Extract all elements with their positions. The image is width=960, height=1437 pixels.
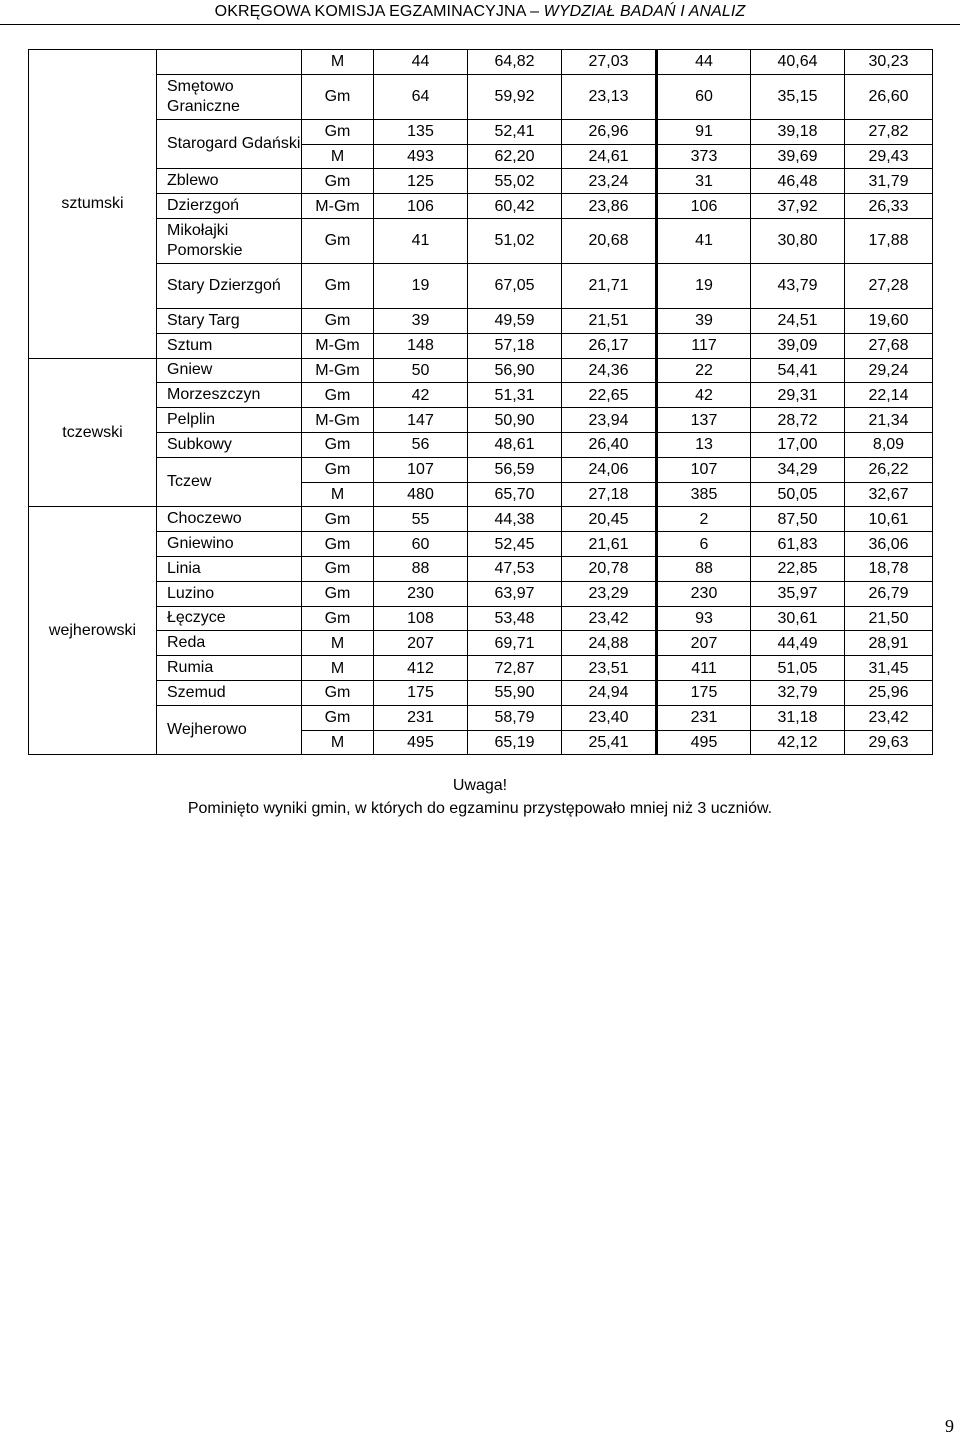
- value-cell: 23,86: [562, 194, 657, 219]
- value-cell: 480: [374, 482, 468, 507]
- value-cell: 230: [657, 581, 751, 606]
- value-cell: 24,51: [751, 308, 845, 333]
- gmina-cell: Szemud: [157, 680, 302, 705]
- table-row: [29, 656, 933, 681]
- value-cell: 35,97: [751, 581, 845, 606]
- type-cell: M: [302, 144, 374, 169]
- value-cell: 17,88: [845, 218, 933, 263]
- value-cell: 373: [657, 144, 751, 169]
- value-cell: 42: [374, 383, 468, 408]
- value-cell: 29,43: [845, 144, 933, 169]
- value-cell: 40,64: [751, 50, 845, 75]
- powiat-cell: wejherowski: [29, 507, 157, 755]
- value-cell: 56: [374, 432, 468, 457]
- value-cell: 29,63: [845, 730, 933, 755]
- type-cell: Gm: [302, 581, 374, 606]
- value-cell: 60: [374, 532, 468, 557]
- header-main: OKRĘGOWA KOMISJA EGZAMINACYJNA –: [214, 3, 544, 20]
- value-cell: 26,79: [845, 581, 933, 606]
- gmina-cell: Gniew: [157, 358, 302, 383]
- type-cell: M-Gm: [302, 333, 374, 358]
- value-cell: 57,18: [468, 333, 562, 358]
- type-cell: M: [302, 482, 374, 507]
- value-cell: 42: [657, 383, 751, 408]
- gmina-cell: Wejherowo: [157, 705, 302, 755]
- value-cell: 26,22: [845, 457, 933, 482]
- value-cell: 63,97: [468, 581, 562, 606]
- table-row: [29, 169, 933, 194]
- type-cell: Gm: [302, 457, 374, 482]
- value-cell: 385: [657, 482, 751, 507]
- value-cell: 65,19: [468, 730, 562, 755]
- value-cell: 147: [374, 408, 468, 433]
- value-cell: 58,79: [468, 705, 562, 730]
- value-cell: 43,79: [751, 263, 845, 308]
- value-cell: 39: [657, 308, 751, 333]
- value-cell: 27,03: [562, 50, 657, 75]
- value-cell: 20,78: [562, 556, 657, 581]
- table-row: [29, 358, 933, 383]
- value-cell: 26,40: [562, 432, 657, 457]
- value-cell: 135: [374, 119, 468, 144]
- gmina-cell: Rumia: [157, 656, 302, 681]
- gmina-cell: Łęczyce: [157, 606, 302, 631]
- value-cell: 54,41: [751, 358, 845, 383]
- table-row: [29, 383, 933, 408]
- value-cell: 30,80: [751, 218, 845, 263]
- type-cell: M: [302, 656, 374, 681]
- type-cell: M: [302, 50, 374, 75]
- value-cell: 10,61: [845, 507, 933, 532]
- value-cell: 39,69: [751, 144, 845, 169]
- value-cell: 28,91: [845, 631, 933, 656]
- type-cell: Gm: [302, 556, 374, 581]
- gmina-cell: Luzino: [157, 581, 302, 606]
- value-cell: 35,15: [751, 74, 845, 119]
- value-cell: 69,71: [468, 631, 562, 656]
- value-cell: 59,92: [468, 74, 562, 119]
- gmina-cell: Subkowy: [157, 432, 302, 457]
- value-cell: 21,61: [562, 532, 657, 557]
- value-cell: 230: [374, 581, 468, 606]
- table-row: [29, 308, 933, 333]
- value-cell: 87,50: [751, 507, 845, 532]
- header-rule: [0, 24, 960, 25]
- type-cell: Gm: [302, 308, 374, 333]
- value-cell: 41: [374, 218, 468, 263]
- value-cell: 22,65: [562, 383, 657, 408]
- value-cell: 13: [657, 432, 751, 457]
- page-header: [0, 2, 960, 22]
- table-row: [29, 631, 933, 656]
- table-row: [29, 50, 933, 75]
- value-cell: 41: [657, 218, 751, 263]
- gmina-cell: Reda: [157, 631, 302, 656]
- value-cell: 42,12: [751, 730, 845, 755]
- value-cell: 23,51: [562, 656, 657, 681]
- value-cell: 108: [374, 606, 468, 631]
- type-cell: Gm: [302, 606, 374, 631]
- type-cell: M: [302, 730, 374, 755]
- value-cell: 137: [657, 408, 751, 433]
- table-row: [29, 263, 933, 308]
- value-cell: 55,02: [468, 169, 562, 194]
- gmina-cell: Gniewino: [157, 532, 302, 557]
- value-cell: 207: [657, 631, 751, 656]
- value-cell: 412: [374, 656, 468, 681]
- table-row: [29, 432, 933, 457]
- value-cell: 91: [657, 119, 751, 144]
- value-cell: 24,61: [562, 144, 657, 169]
- value-cell: 106: [657, 194, 751, 219]
- value-cell: 88: [374, 556, 468, 581]
- value-cell: 51,05: [751, 656, 845, 681]
- value-cell: 23,42: [562, 606, 657, 631]
- type-cell: M-Gm: [302, 408, 374, 433]
- value-cell: 44: [657, 50, 751, 75]
- value-cell: 27,18: [562, 482, 657, 507]
- value-cell: 148: [374, 333, 468, 358]
- value-cell: 27,82: [845, 119, 933, 144]
- value-cell: 107: [657, 457, 751, 482]
- value-cell: 31,18: [751, 705, 845, 730]
- gmina-cell: Mikołajki Pomorskie: [157, 218, 302, 263]
- value-cell: 30,61: [751, 606, 845, 631]
- value-cell: 55: [374, 507, 468, 532]
- value-cell: 65,70: [468, 482, 562, 507]
- value-cell: 107: [374, 457, 468, 482]
- value-cell: 49,59: [468, 308, 562, 333]
- value-cell: 19,60: [845, 308, 933, 333]
- value-cell: 52,41: [468, 119, 562, 144]
- type-cell: Gm: [302, 680, 374, 705]
- value-cell: 32,79: [751, 680, 845, 705]
- value-cell: 22,14: [845, 383, 933, 408]
- value-cell: 53,48: [468, 606, 562, 631]
- value-cell: 29,31: [751, 383, 845, 408]
- value-cell: 23,40: [562, 705, 657, 730]
- powiat-cell: tczewski: [29, 358, 157, 507]
- gmina-cell: Choczewo: [157, 507, 302, 532]
- gmina-cell: Zblewo: [157, 169, 302, 194]
- value-cell: 21,50: [845, 606, 933, 631]
- gmina-cell: Sztum: [157, 333, 302, 358]
- value-cell: 26,60: [845, 74, 933, 119]
- value-cell: 67,05: [468, 263, 562, 308]
- value-cell: 23,29: [562, 581, 657, 606]
- type-cell: M-Gm: [302, 358, 374, 383]
- header-italic: WYDZIAŁ BADAŃ I ANALIZ: [543, 3, 746, 20]
- value-cell: 24,36: [562, 358, 657, 383]
- value-cell: 28,72: [751, 408, 845, 433]
- value-cell: 175: [657, 680, 751, 705]
- value-cell: 23,42: [845, 705, 933, 730]
- value-cell: 34,29: [751, 457, 845, 482]
- value-cell: 25,96: [845, 680, 933, 705]
- type-cell: Gm: [302, 507, 374, 532]
- value-cell: 23,24: [562, 169, 657, 194]
- value-cell: 64,82: [468, 50, 562, 75]
- results-table: [28, 49, 933, 755]
- gmina-cell: Dzierzgoń: [157, 194, 302, 219]
- value-cell: 27,68: [845, 333, 933, 358]
- value-cell: 39,09: [751, 333, 845, 358]
- table-row: [29, 194, 933, 219]
- value-cell: 24,94: [562, 680, 657, 705]
- value-cell: 25,41: [562, 730, 657, 755]
- powiat-cell: sztumski: [29, 50, 157, 359]
- value-cell: 20,68: [562, 218, 657, 263]
- value-cell: 61,83: [751, 532, 845, 557]
- type-cell: Gm: [302, 532, 374, 557]
- value-cell: 19: [657, 263, 751, 308]
- table-row: [29, 218, 933, 263]
- value-cell: 62,20: [468, 144, 562, 169]
- type-cell: Gm: [302, 383, 374, 408]
- value-cell: 31,45: [845, 656, 933, 681]
- value-cell: 2: [657, 507, 751, 532]
- value-cell: 26,33: [845, 194, 933, 219]
- value-cell: 93: [657, 606, 751, 631]
- value-cell: 6: [657, 532, 751, 557]
- value-cell: 88: [657, 556, 751, 581]
- value-cell: 21,34: [845, 408, 933, 433]
- note-body: Pominięto wyniki gmin, w których do egzaminu przystępowało mniej niż 3 uczniów.: [187, 800, 773, 817]
- value-cell: 36,06: [845, 532, 933, 557]
- value-cell: 125: [374, 169, 468, 194]
- value-cell: 31,79: [845, 169, 933, 194]
- value-cell: 52,45: [468, 532, 562, 557]
- results-table-body: [29, 50, 933, 755]
- table-row: [29, 556, 933, 581]
- value-cell: 26,96: [562, 119, 657, 144]
- note-title: Uwaga!: [452, 777, 508, 794]
- value-cell: 22,85: [751, 556, 845, 581]
- value-cell: 30,23: [845, 50, 933, 75]
- table-row: [29, 507, 933, 532]
- value-cell: 23,94: [562, 408, 657, 433]
- gmina-cell: Pelplin: [157, 408, 302, 433]
- type-cell: Gm: [302, 432, 374, 457]
- table-row: [29, 581, 933, 606]
- value-cell: 22: [657, 358, 751, 383]
- value-cell: 495: [374, 730, 468, 755]
- value-cell: 39,18: [751, 119, 845, 144]
- value-cell: 117: [657, 333, 751, 358]
- value-cell: 21,71: [562, 263, 657, 308]
- value-cell: 207: [374, 631, 468, 656]
- value-cell: 44,38: [468, 507, 562, 532]
- value-cell: 106: [374, 194, 468, 219]
- value-cell: 29,24: [845, 358, 933, 383]
- value-cell: 231: [657, 705, 751, 730]
- value-cell: 48,61: [468, 432, 562, 457]
- value-cell: 44,49: [751, 631, 845, 656]
- value-cell: 495: [657, 730, 751, 755]
- type-cell: Gm: [302, 74, 374, 119]
- value-cell: 175: [374, 680, 468, 705]
- value-cell: 51,31: [468, 383, 562, 408]
- table-row: [29, 606, 933, 631]
- value-cell: 64: [374, 74, 468, 119]
- value-cell: 19: [374, 263, 468, 308]
- value-cell: 24,88: [562, 631, 657, 656]
- value-cell: 24,06: [562, 457, 657, 482]
- gmina-cell: [157, 50, 302, 75]
- value-cell: 31: [657, 169, 751, 194]
- value-cell: 60: [657, 74, 751, 119]
- gmina-cell: Smętowo Graniczne: [157, 74, 302, 119]
- type-cell: Gm: [302, 169, 374, 194]
- type-cell: Gm: [302, 218, 374, 263]
- table-row: [29, 333, 933, 358]
- value-cell: 50,05: [751, 482, 845, 507]
- value-cell: 72,87: [468, 656, 562, 681]
- value-cell: 47,53: [468, 556, 562, 581]
- gmina-cell: Starogard Gdański: [157, 119, 302, 169]
- type-cell: Gm: [302, 705, 374, 730]
- value-cell: 20,45: [562, 507, 657, 532]
- table-row: [29, 457, 933, 482]
- table-row: [29, 74, 933, 119]
- value-cell: 44: [374, 50, 468, 75]
- table-row: [29, 532, 933, 557]
- table-row: [29, 119, 933, 144]
- value-cell: 26,17: [562, 333, 657, 358]
- value-cell: 17,00: [751, 432, 845, 457]
- value-cell: 46,48: [751, 169, 845, 194]
- value-cell: 60,42: [468, 194, 562, 219]
- gmina-cell: Linia: [157, 556, 302, 581]
- value-cell: 23,13: [562, 74, 657, 119]
- value-cell: 56,90: [468, 358, 562, 383]
- value-cell: 27,28: [845, 263, 933, 308]
- value-cell: 50,90: [468, 408, 562, 433]
- value-cell: 21,51: [562, 308, 657, 333]
- value-cell: 32,67: [845, 482, 933, 507]
- value-cell: 51,02: [468, 218, 562, 263]
- value-cell: 18,78: [845, 556, 933, 581]
- value-cell: 411: [657, 656, 751, 681]
- table-row: [29, 705, 933, 730]
- value-cell: 50: [374, 358, 468, 383]
- gmina-cell: Tczew: [157, 457, 302, 507]
- type-cell: M-Gm: [302, 194, 374, 219]
- type-cell: Gm: [302, 263, 374, 308]
- type-cell: Gm: [302, 119, 374, 144]
- value-cell: 55,90: [468, 680, 562, 705]
- value-cell: 56,59: [468, 457, 562, 482]
- gmina-cell: Morzeszczyn: [157, 383, 302, 408]
- gmina-cell: Stary Targ: [157, 308, 302, 333]
- type-cell: M: [302, 631, 374, 656]
- page-number: 9: [945, 1416, 954, 1436]
- table-row: [29, 680, 933, 705]
- gmina-cell: Stary Dzierzgoń: [157, 263, 302, 308]
- value-cell: 37,92: [751, 194, 845, 219]
- value-cell: 39: [374, 308, 468, 333]
- value-cell: 493: [374, 144, 468, 169]
- table-row: [29, 408, 933, 433]
- value-cell: 231: [374, 705, 468, 730]
- value-cell: 8,09: [845, 432, 933, 457]
